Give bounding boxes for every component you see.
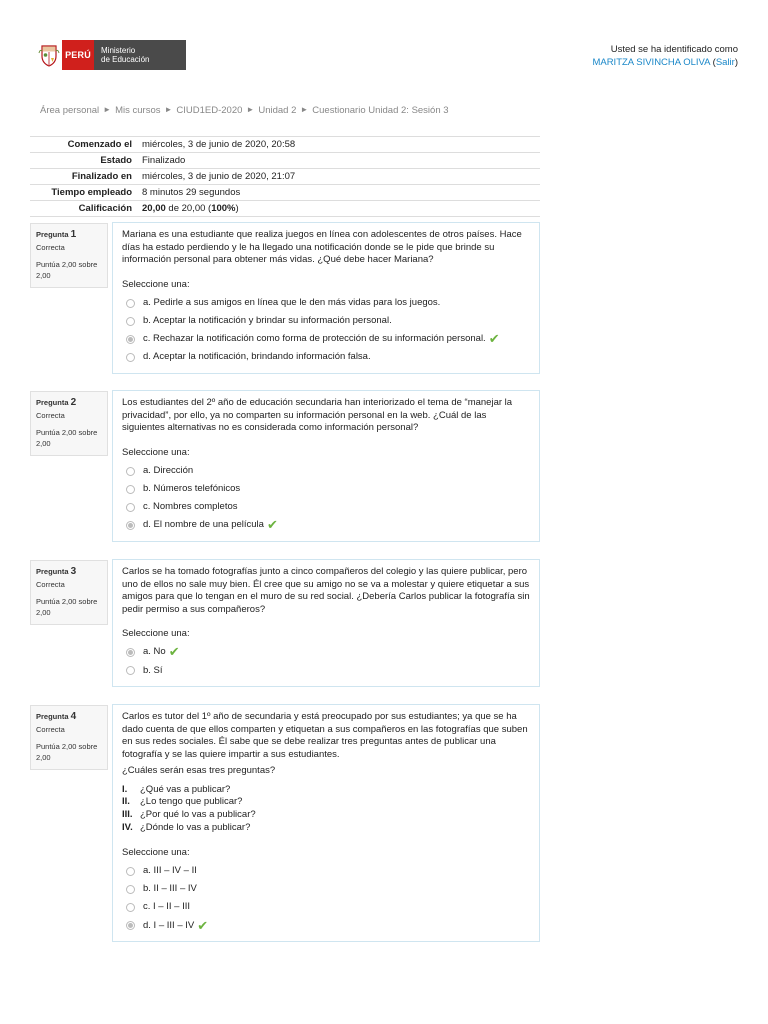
- correct-check-icon: ✔: [488, 331, 500, 347]
- radio-button[interactable]: [126, 299, 135, 308]
- roman-text: ¿Por qué lo vas a publicar?: [140, 809, 256, 821]
- answer-option-label: c. Nombres completos: [143, 501, 238, 513]
- roman-text: ¿Dónde lo vas a publicar?: [140, 821, 251, 833]
- roman-item: [122, 822, 530, 835]
- answer-option-label: b. Números telefónicos: [143, 483, 241, 495]
- radio-button-selected[interactable]: [126, 921, 135, 930]
- summary-value-grade: [138, 201, 540, 217]
- minedu-logo[interactable]: [36, 40, 186, 70]
- answer-option-label: b. Aceptar la notificación y brindar su información personal.: [143, 315, 392, 327]
- radio-button[interactable]: [126, 317, 135, 326]
- breadcrumb-item[interactable]: CIUD1ED-2020: [176, 105, 243, 116]
- roman-item: [122, 809, 530, 822]
- question-text: Carlos es tutor del 1º año de secundaria y está preocupado por sus estudiantes; ya que se ha dado cuenta de que ellos comparten y etiquetan a sus compañeros en las fotografías que suben en sus redes sociales. Él sabe que se debe realizar tres preguntas antes de publicar una fotografía y se las quiere impartir a sus estudiantes.: [122, 711, 528, 760]
- question-points: Puntúa 2,00 sobre 2,00: [36, 428, 98, 448]
- answer-options: [122, 644, 530, 680]
- correct-check-icon: ✔: [266, 517, 278, 533]
- question-number: [36, 711, 102, 722]
- question-number: [36, 566, 102, 577]
- answer-option-label: b. Sí: [143, 664, 163, 676]
- question-content: [112, 390, 540, 542]
- question-content: [112, 559, 540, 687]
- radio-button-selected[interactable]: [126, 648, 135, 657]
- user-name-link[interactable]: MARITZA SIVINCHA OLIVA: [592, 57, 710, 68]
- attempt-summary-table: [30, 136, 540, 217]
- answer-option-label: a. III – IV – II: [143, 865, 197, 877]
- radio-button[interactable]: [126, 485, 135, 494]
- summary-row: [30, 169, 540, 185]
- summary-row: [30, 137, 540, 153]
- user-info: [592, 43, 738, 69]
- paren-open: (: [712, 57, 716, 68]
- radio-button[interactable]: [126, 903, 135, 912]
- summary-key: Calificación: [30, 201, 138, 217]
- select-prompt: Seleccione una:: [122, 278, 190, 290]
- roman-numeral: III.: [122, 809, 133, 821]
- correct-check-icon: ✔: [197, 917, 209, 933]
- question-state: Correcta: [36, 243, 65, 252]
- answer-option[interactable]: [122, 330, 530, 348]
- answer-option[interactable]: [122, 312, 530, 330]
- answer-option-label: d. I – III – IV: [143, 919, 195, 931]
- answer-option[interactable]: [122, 349, 530, 367]
- question-label: Pregunta: [36, 712, 69, 721]
- answer-option-label: c. I – II – III: [143, 901, 190, 913]
- answer-option[interactable]: [122, 880, 530, 898]
- summary-key: Tiempo empleado: [30, 185, 138, 201]
- roman-numeral: II.: [122, 796, 130, 808]
- breadcrumb-separator-icon: ►: [246, 105, 255, 114]
- answer-option-label: a. Pedirle a sus amigos en línea que le den más vidas para los juegos.: [143, 296, 441, 308]
- roman-list: [122, 784, 530, 835]
- summary-value: 8 minutos 29 segundos: [138, 185, 540, 201]
- answer-option-label: a. Dirección: [143, 464, 194, 476]
- question-text: Carlos se ha tomado fotografías junto a cinco compañeros del colegio y las quiere publicar, pero uno de ellos no sale muy bien. Él cree que su amigo no se va a molestar y quiere etiquetar a sus amigos para que lo tengan en el muro de su red social. ¿Debería Carlos publicar la fotografía sin pedir permiso a sus compañeros?: [122, 566, 530, 615]
- answer-option[interactable]: [122, 294, 530, 312]
- question-number-value: 2: [70, 397, 77, 408]
- grade-mid: de 20,00 (: [165, 203, 212, 214]
- breadcrumb-item[interactable]: Área personal: [40, 105, 100, 116]
- answer-option-label: d. Aceptar la notificación, brindando información falsa.: [143, 351, 371, 363]
- breadcrumb-separator-icon: ►: [103, 105, 112, 114]
- question-points: Puntúa 2,00 sobre 2,00: [36, 742, 98, 762]
- roman-item: [122, 784, 530, 797]
- breadcrumb-separator-icon: ►: [164, 105, 173, 114]
- summary-row: [30, 153, 540, 169]
- question-number-value: 1: [70, 229, 77, 240]
- answer-option[interactable]: [122, 462, 530, 480]
- radio-button[interactable]: [126, 885, 135, 894]
- user-prefix: Usted se ha identificado como: [610, 44, 738, 55]
- question-number-value: 3: [70, 566, 77, 577]
- logout-link[interactable]: Salir: [715, 57, 735, 68]
- answer-option-label: b. II – III – IV: [143, 883, 197, 895]
- summary-value: miércoles, 3 de junio de 2020, 20:58: [138, 137, 540, 153]
- summary-value: miércoles, 3 de junio de 2020, 21:07: [138, 169, 540, 185]
- answer-option[interactable]: [122, 862, 530, 880]
- question-text: Mariana es una estudiante que realiza juegos en línea con adolescentes de otros países. Hace días ha estado perdiendo y le ha llegado una notificación donde se le pide que brinde su información personal para obtener más vidas. ¿Qué debe hacer Mariana?: [122, 229, 522, 265]
- select-prompt: Seleccione una:: [122, 446, 190, 458]
- question-info: [30, 391, 108, 456]
- roman-text: ¿Lo tengo que publicar?: [140, 796, 243, 808]
- summary-row: [30, 201, 540, 217]
- summary-value: Finalizado: [138, 153, 540, 169]
- summary-key: Finalizado en: [30, 169, 138, 185]
- paren-close: ): [734, 57, 738, 68]
- answer-option[interactable]: [122, 644, 530, 662]
- answer-option[interactable]: [122, 899, 530, 917]
- breadcrumb-item[interactable]: Unidad 2: [258, 105, 297, 116]
- question-state: Correcta: [36, 411, 65, 420]
- question-state: Correcta: [36, 580, 65, 589]
- breadcrumb-item[interactable]: Cuestionario Unidad 2: Sesión 3: [312, 105, 449, 116]
- logo-ministry: [94, 40, 186, 70]
- answer-option[interactable]: [122, 917, 530, 935]
- grade-end: ): [235, 203, 239, 214]
- summary-key: Estado: [30, 153, 138, 169]
- answer-options: [122, 862, 530, 935]
- grade-percent: 100%: [211, 203, 236, 214]
- select-prompt: Seleccione una:: [122, 846, 190, 858]
- summary-row: [30, 185, 540, 201]
- logo-country: PERÚ: [62, 40, 94, 70]
- question-number: [36, 229, 102, 240]
- radio-button[interactable]: [126, 666, 135, 675]
- question-info: [30, 223, 108, 288]
- question-content: [112, 222, 540, 374]
- radio-button[interactable]: [126, 867, 135, 876]
- question-number: [36, 397, 102, 408]
- radio-button[interactable]: [126, 503, 135, 512]
- coat-of-arms-icon: [36, 40, 62, 70]
- breadcrumb: [40, 105, 449, 116]
- question-subtext: ¿Cuáles serán esas tres preguntas?: [122, 765, 276, 776]
- question-points: Puntúa 2,00 sobre 2,00: [36, 597, 98, 617]
- logo-ministry-line2: de Educación: [101, 55, 150, 64]
- answer-options: [122, 462, 530, 535]
- correct-check-icon: ✔: [168, 644, 180, 660]
- roman-text: ¿Qué vas a publicar?: [140, 783, 231, 795]
- radio-button[interactable]: [126, 353, 135, 362]
- question-state: Correcta: [36, 725, 65, 734]
- select-prompt: Seleccione una:: [122, 628, 190, 639]
- logo-ministry-line1: Ministerio: [101, 46, 136, 55]
- roman-numeral: IV.: [122, 821, 133, 833]
- answer-option[interactable]: [122, 662, 530, 680]
- question-points: Puntúa 2,00 sobre 2,00: [36, 260, 98, 280]
- question-label: Pregunta: [36, 398, 69, 407]
- roman-item: [122, 796, 530, 809]
- question-label: Pregunta: [36, 230, 69, 239]
- summary-key: Comenzado el: [30, 137, 138, 153]
- answer-option[interactable]: [122, 517, 530, 535]
- question-content: [112, 704, 540, 942]
- radio-button-selected[interactable]: [126, 521, 135, 530]
- answer-option[interactable]: [122, 480, 530, 498]
- radio-button-selected[interactable]: [126, 335, 135, 344]
- grade-score: 20,00: [142, 203, 166, 214]
- breadcrumb-separator-icon: ►: [300, 105, 309, 114]
- answer-options: [122, 294, 530, 367]
- question-number-value: 4: [70, 711, 77, 722]
- question-info: [30, 560, 108, 625]
- question-info: [30, 705, 108, 770]
- breadcrumb-item[interactable]: Mis cursos: [115, 105, 161, 116]
- answer-option-label: c. Rechazar la notificación como forma de protección de su información personal.: [143, 333, 486, 345]
- radio-button[interactable]: [126, 467, 135, 476]
- answer-option[interactable]: [122, 498, 530, 516]
- roman-numeral: I.: [122, 783, 128, 795]
- question-text: Los estudiantes del 2º año de educación secundaria han interiorizado el tema de “manejar la privacidad”, por ello, ya no comparten su información personal en la web. ¿Cuál de las siguientes alternativas no es considerada como información personal?: [122, 397, 513, 433]
- answer-option-label: d. El nombre de una película: [143, 519, 264, 531]
- question-label: Pregunta: [36, 567, 69, 576]
- answer-option-label: a. No: [143, 646, 166, 658]
